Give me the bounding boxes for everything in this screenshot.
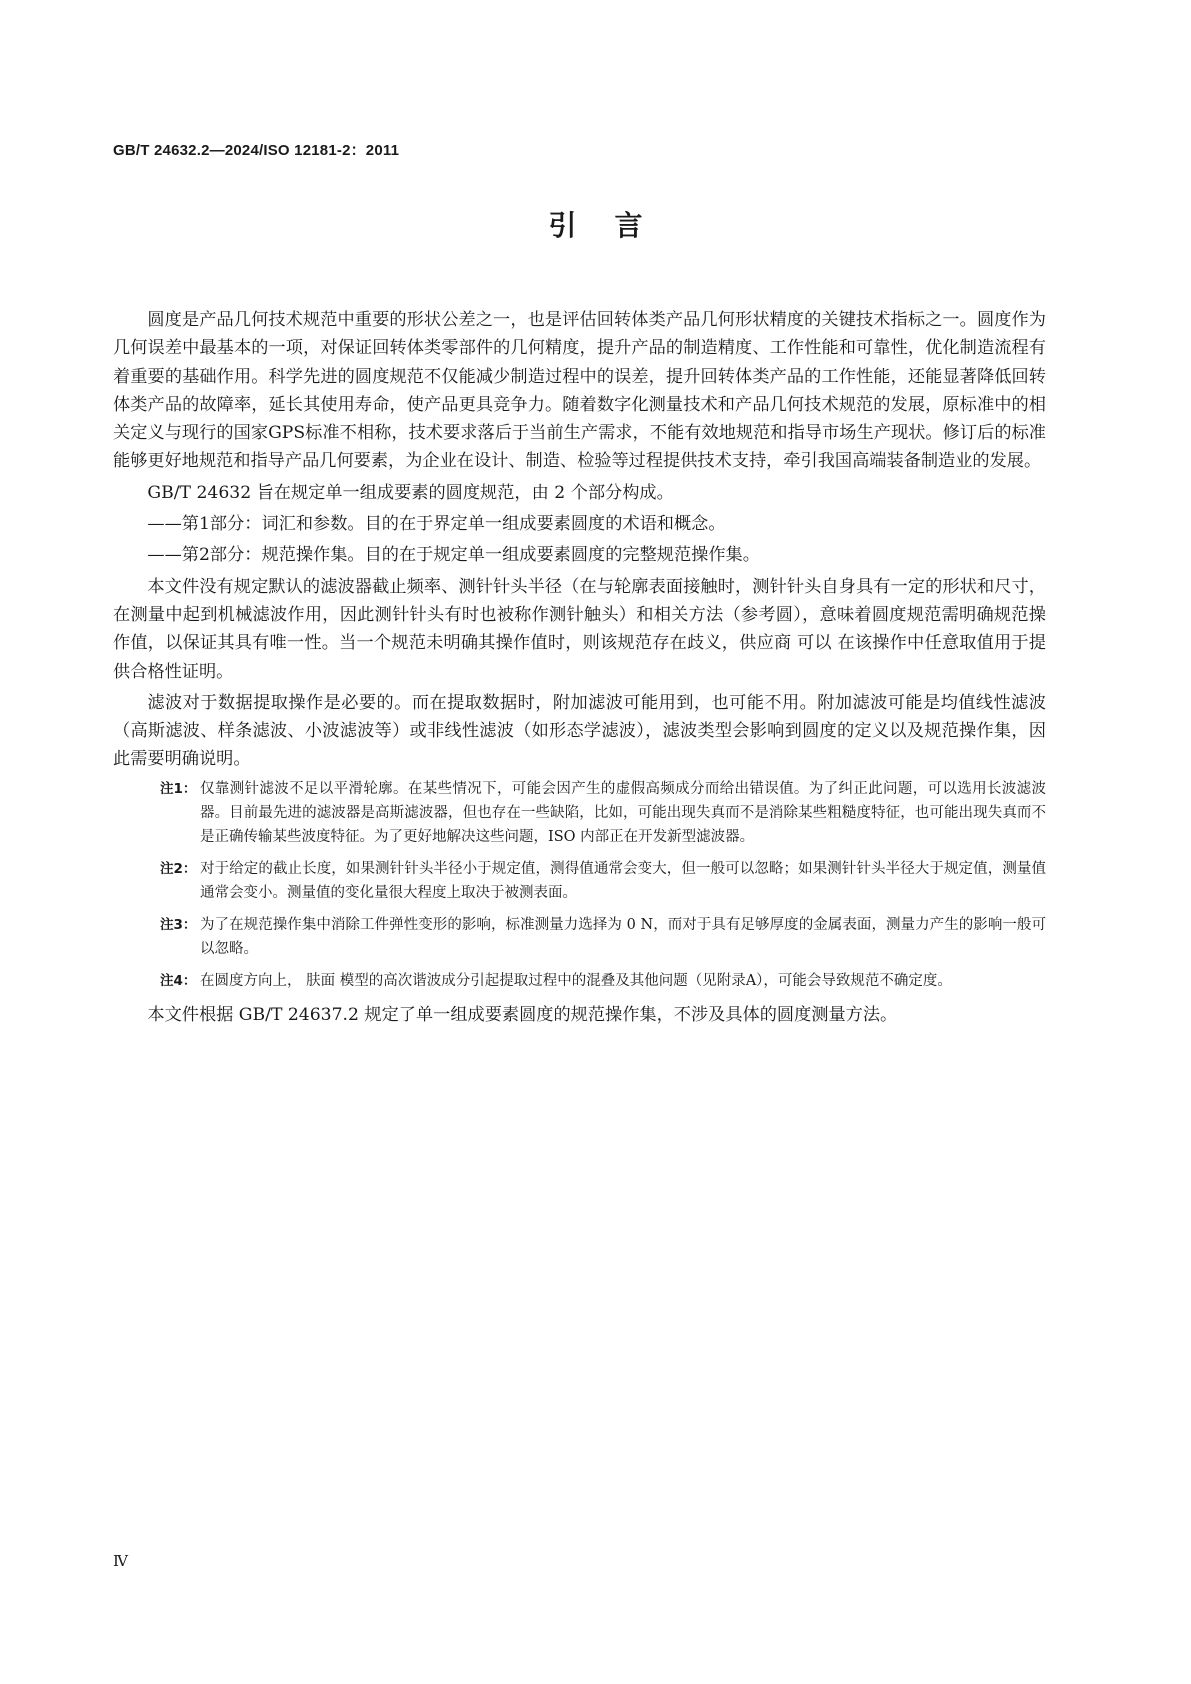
introduction-body — [113, 306, 1046, 1032]
note-text: 仅靠测针滤波不足以平滑轮廓。在某些情况下，可能会因产生的虚假高频成分而给出错误值。为了纠正此问题，可以选用长波滤波器。目前最先进的滤波器是高斯滤波器，但也存在一些缺陷，比如，可能出现失真而不是消除某些粗糙度特征，也可能出现失真而不是正确传输某些波度特征。为了更好地解决这些问题，ISO 内部正在开发新型滤波器。 — [200, 780, 1046, 845]
note-label: 注1： — [160, 780, 197, 797]
note-label: 注2： — [160, 860, 197, 877]
note-1 — [113, 777, 1046, 849]
note-label: 注4： — [160, 972, 197, 989]
note-2 — [113, 857, 1046, 905]
note-4 — [113, 969, 1046, 993]
note-label: 注3： — [160, 916, 197, 933]
paragraph-filtering: 滤波对于数据提取操作是必要的。而在提取数据时，附加滤波可能用到，也可能不用。附加滤波可能是均值线性滤波（高斯滤波、样条滤波、小波滤波等）或非线性滤波（如形态学滤波），滤波类型会影响到圆度的定义以及规范操作集，因此需要明确说明。 — [113, 692, 1046, 770]
note-text: 对于给定的截止长度，如果测针针头半径小于规定值，测得值通常会变大，但一般可以忽略；如果测针针头半径大于规定值，测量值通常会变小。测量值的变化量很大程度上取决于被测表面。 — [200, 860, 1046, 901]
page-number: Ⅳ — [113, 1552, 128, 1570]
note-text: 在圆度方向上， 肤面 模型的高次谐波成分引起提取过程中的混叠及其他问题（见附录A），可能会导致规范不确定度。 — [200, 972, 952, 989]
paragraph-default-filter: 本文件没有规定默认的滤波器截止频率、测针针头半径（在与轮廓表面接触时，测针针头自身具有一定的形状和尺寸，在测量中起到机械滤波作用，因此测针针头有时也被称作测针触头）和相关方法（参考圆），意味着圆度规范需明确规范操作值，以保证其具有唯一性。当一个规范未明确其操作值时，则该规范存在歧义，供应商 可以 在该操作中任意取值用于提供合格性证明。 — [113, 576, 1046, 682]
paragraph-scope: 本文件根据 GB/T 24637.2 规定了单一组成要素圆度的规范操作集，不涉及具体的圆度测量方法。 — [147, 1004, 898, 1025]
paragraph-roundness-importance: 圆度是产品几何技术规范中重要的形状公差之一，也是评估回转体类产品几何形状精度的关键技术指标之一。圆度作为几何误差中最基本的一项，对保证回转体类零部件的几何精度，提升产品的制造精度、工作性能和可靠性，优化制造流程有着重要的基础作用。科学先进的圆度规范不仅能减少制造过程中的误差，提升回转体类产品的工作性能，还能显著降低回转体类产品的故障率，延长其使用寿命，使产品更具竞争力。随着数字化测量技术和产品几何技术规范的发展，原标准中的相关定义与现行的国家GPS标准不相称，技术要求落后于当前生产需求，不能有效地规范和指导市场生产现状。修订后的标准能够更好地规范和指导产品几何要素，为企业在设计、制造、检验等过程提供技术支持，牵引我国高端装备制造业的发展。 — [113, 310, 1046, 472]
list-item-part2: ——第2部分：规范操作集。目的在于规定单一组成要素圆度的完整规范操作集。 — [147, 545, 760, 566]
note-text: 为了在规范操作集中消除工件弹性变形的影响，标准测量力选择为 0 N，而对于具有足够厚度的金属表面，测量力产生的影响一般可以忽略。 — [200, 916, 1046, 957]
paragraph-series-structure: GB/T 24632 旨在规定单一组成要素的圆度规范，由 2 个部分构成。 — [147, 482, 674, 503]
document-code-header: GB/T 24632.2—2024/ISO 12181-2：2011 — [113, 142, 400, 159]
page-title: 引言 — [548, 209, 681, 242]
note-3 — [113, 913, 1046, 961]
list-item-part1: ——第1部分：词汇和参数。目的在于界定单一组成要素圆度的术语和概念。 — [147, 514, 726, 535]
